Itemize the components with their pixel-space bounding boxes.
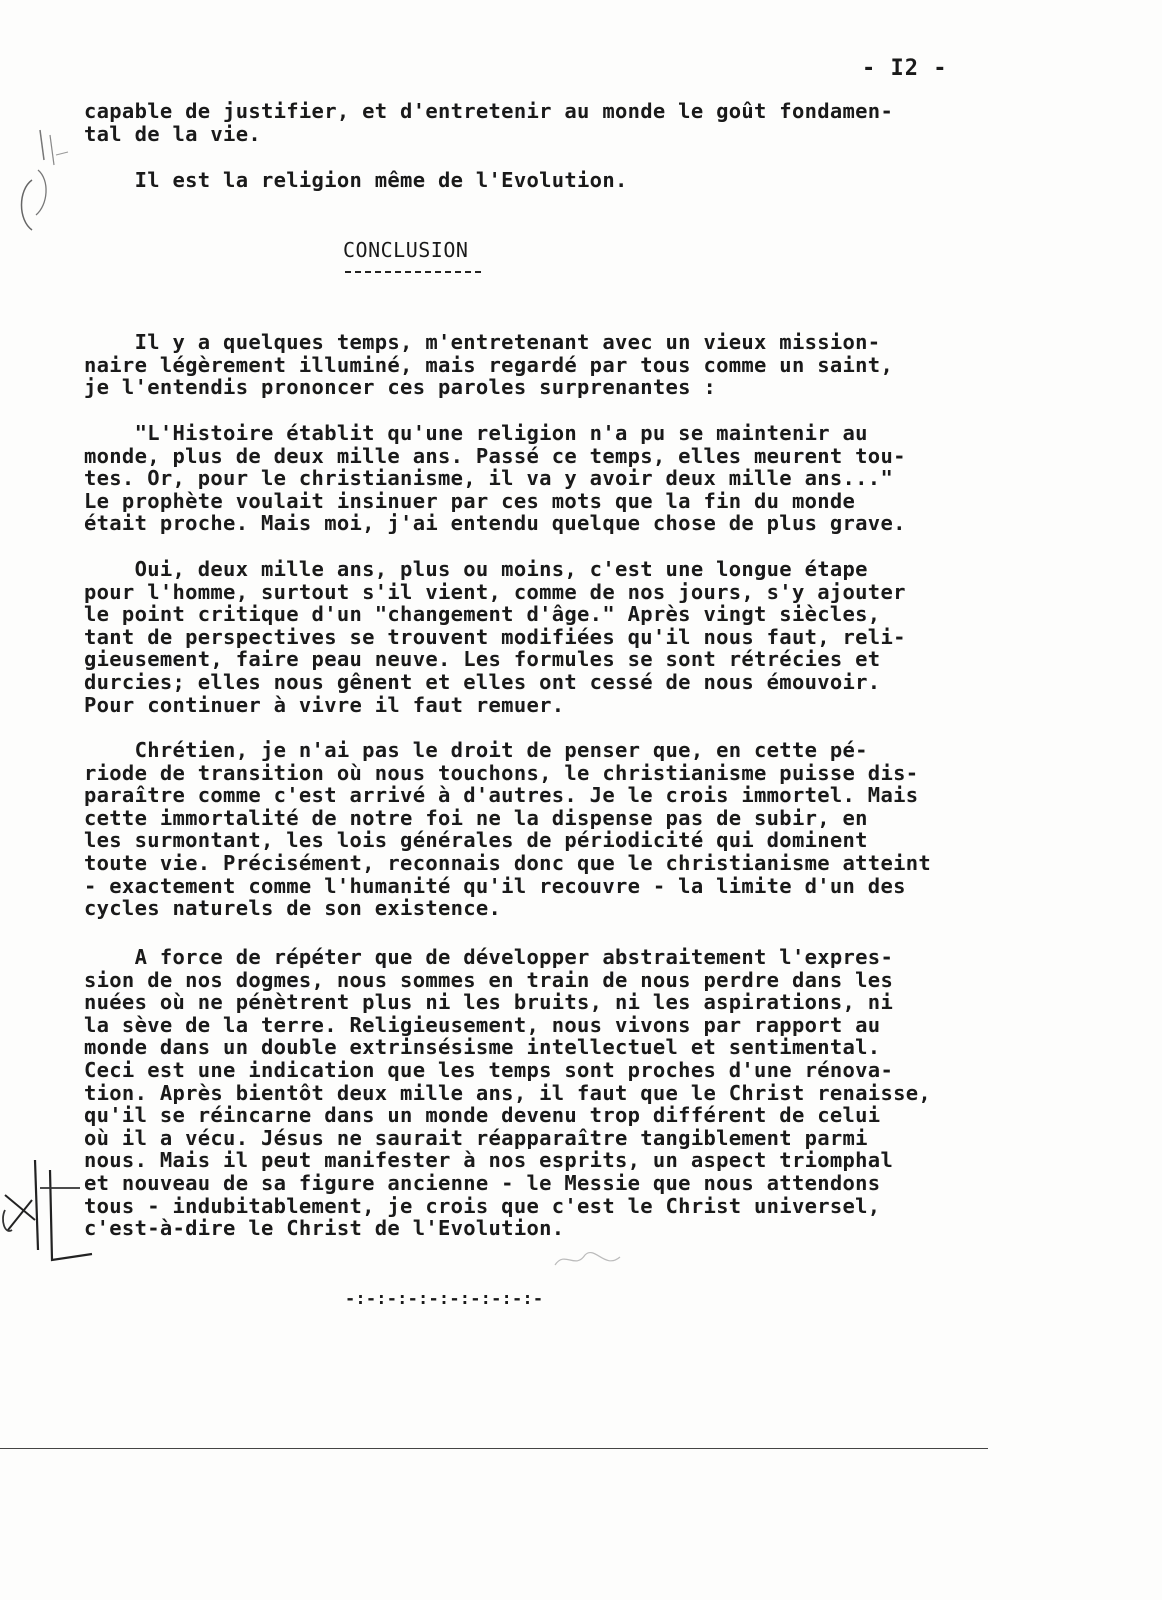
paragraph-5: A force de répéter que de développer abstraitement l'expres- sion de nos dogmes, nous sommes en train de nous perdre dans les nuées où ne pénètrent plus ni les bruits, ni les aspirations, ni la sève de la terre. Religieusement, nous vivons par rapport au monde dans un double extrinsésisme intellectuel et sentimental. Ceci est une indication que les temps sont proches d'une rénova- tion. Après bientôt deux mille ans, il faut que le Christ renaisse, qu'il se réincarne dans un monde devenu trop différent de celui où il a vécu. Jésus ne saurait réapparaître tangiblement parmi nous. Mais il peut manifester à nos esprits, un aspect triomphal et nouveau de sa figure ancienne - le Messie que nous attendons tous - indubitablement, je crois que c'est le Christ universel, c'est-à-dire le Christ de l'Evolution. [84, 945, 932, 1241]
margin-annotation-top [10, 120, 70, 240]
intro-sentence: Il est la religion même de l'Evolution. [84, 168, 628, 192]
section-heading: CONCLUSION [343, 238, 469, 262]
heading-underline [345, 271, 481, 273]
paragraph-1: Il y a quelques temps, m'entretenant avec un vieux mission- naire légèrement illuminé, mais regardé par tous comme un saint, je l'entendis prononcer ces paroles surprenantes : [84, 330, 894, 400]
faint-pencil-mark [550, 1245, 630, 1275]
bottom-rule [0, 1448, 988, 1449]
margin-annotation-bottom [0, 1150, 100, 1270]
end-separator: -:-:-:-:-:-:-:-:-:- [345, 1289, 544, 1309]
paragraph-2: "L'Histoire établit qu'une religion n'a pu se maintenir au monde, plus de deux mille ans. Passé ce temps, elles meurent tou- tes. Or, pour le christianisme, il va y avoir deux mille ans..." Le prophète voulait insinuer par ces mots que la fin du monde était proche. Mais moi, j'ai entendu quelque chose de plus grave. [84, 421, 906, 536]
page-number: - I2 - [862, 56, 948, 81]
paragraph-4: Chrétien, je n'ai pas le droit de penser que, en cette pé- riode de transition où nous touchons, le christianisme puisse dis- paraître comme c'est arrivé à d'autres. Je le crois immortel. Mais cette immortalité de notre foi ne la dispense pas de subir, en les surmontant, les lois générales de périodicité qui dominent toute vie. Précisément, reconnais donc que le christianisme atteint - exactement comme l'humanité qu'il recouvre - la limite d'un des cycles naturels de son existence. [84, 738, 932, 921]
paragraph-3: Oui, deux mille ans, plus ou moins, c'est une longue étape pour l'homme, surtout s'il vient, comme de nos jours, s'y ajouter le point critique d'un "changement d'âge." Après vingt siècles, tant de perspectives se trouvent modifiées qu'il nous faut, reli- gieusement, faire peau neuve. Les formules se sont rétrécies et durcies; elles nous gênent et elles ont cessé de nous émouvoir. Pour continuer à vivre il faut remuer. [84, 557, 906, 717]
intro-lines: capable de justifier, et d'entretenir au monde le goût fondamen- tal de la vie. [84, 99, 894, 146]
